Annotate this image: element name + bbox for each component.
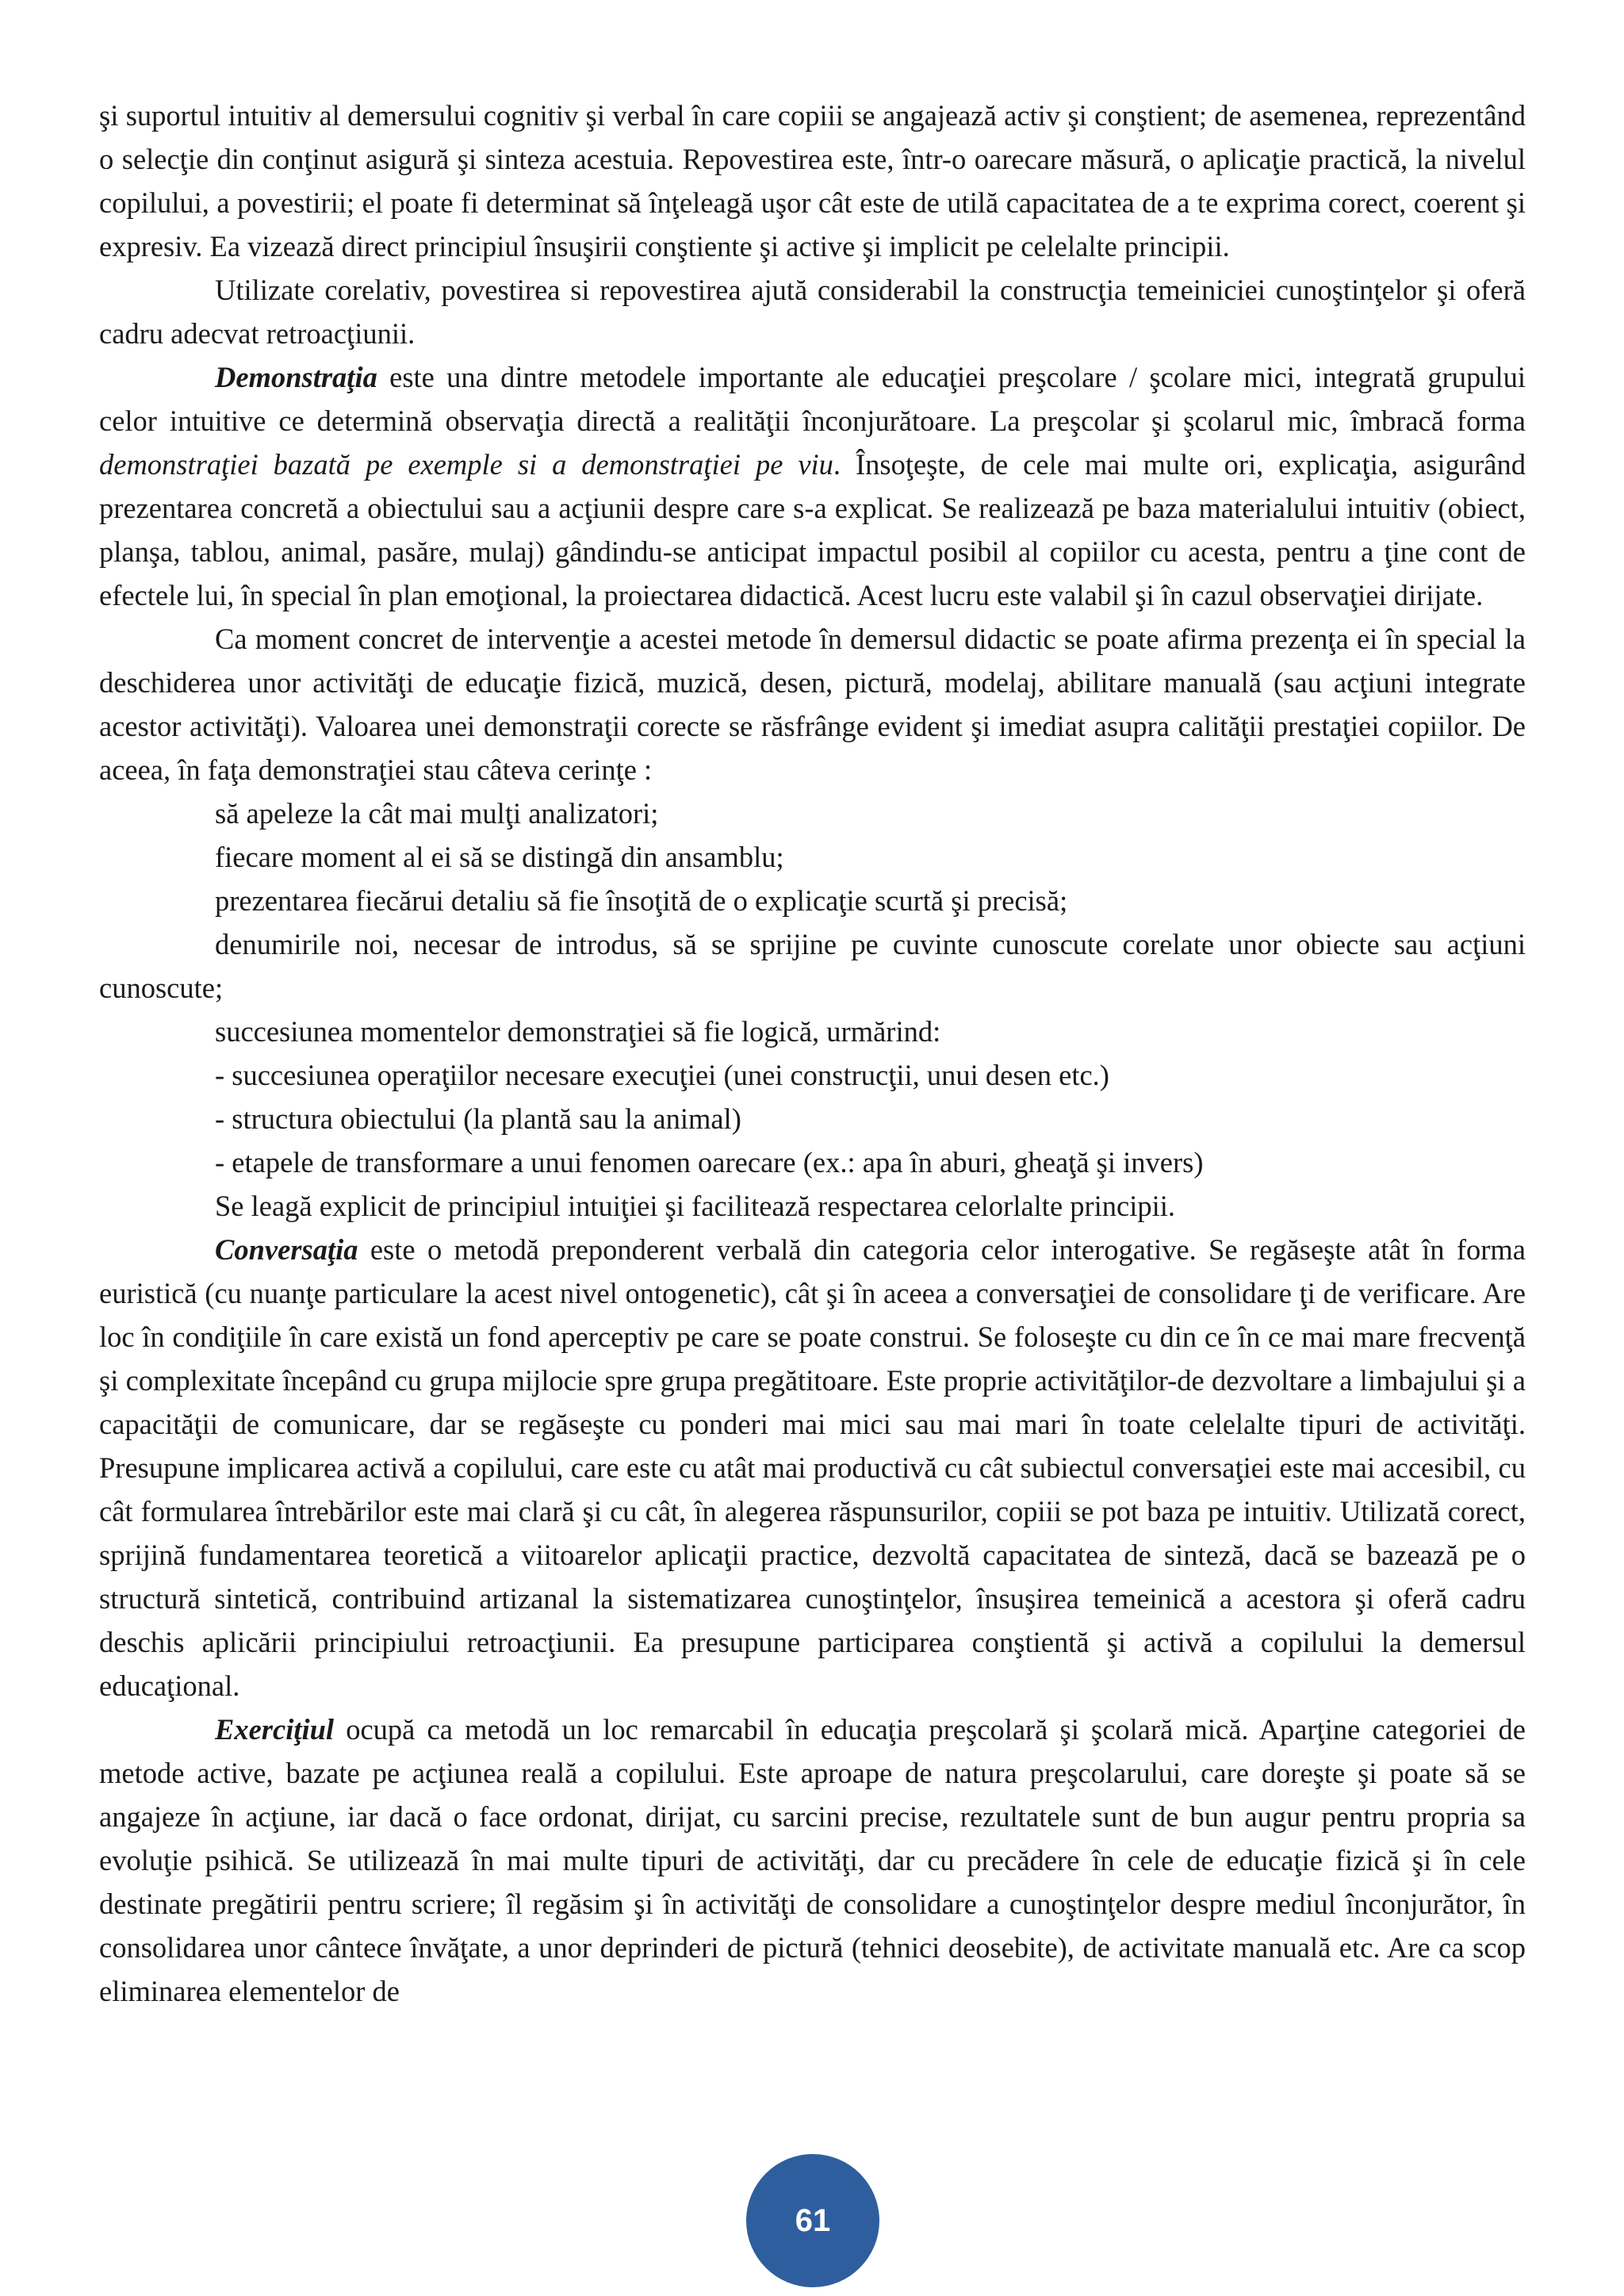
- page-content: [99, 94, 1526, 2013]
- term-exercitiul: Exerciţiul: [215, 1713, 335, 1746]
- list-item: succesiunea momentelor demonstraţiei să fie logică, urmărind:: [215, 1015, 941, 1048]
- page-number-badge: 61: [746, 2154, 879, 2287]
- list-item: denumirile noi, necesar de introdus, să se sprijine pe cuvinte cunoscute corelate unor obiecte sau acţiuni cunoscute;: [99, 928, 1526, 1004]
- list-item: fiecare moment al ei să se distingă din ansamblu;: [215, 841, 784, 873]
- list-item: să apeleze la cât mai mulţi analizatori;: [215, 797, 659, 830]
- term-demonstratia: Demonstraţia: [215, 361, 377, 393]
- list-item: - structura obiectului (la plantă sau la animal): [215, 1102, 741, 1135]
- term-conversatia: Conversaţia: [215, 1233, 358, 1266]
- text-span: este o metodă preponderent verbală din categoria celor interogative. Se regăseşte atât în forma euristică (cu nuanţe particulare la acest nivel ontogenetic), cât şi în aceea a conversaţiei de consolidare ţi de verificare. Are loc în condiţiile în care există un fond aperceptiv pe care se poate construi. Se foloseşte cu din ce în ce mai mare frecvenţă şi complexitate începând cu grupa mijlocie spre grupa pregătitoare. Este proprie activităţilor-de dezvoltare a limbajului şi a capacităţii de comunicare, dar se regăseşte cu ponderi mai mici sau mai mari în toate celelalte tipuri de activităţi. Presupune implicarea activă a copilului, care este cu atât mai productivă cu cât subiectul conversaţiei este mai accesibil, cu cât formularea întrebărilor este mai clară şi cu cât, în alegerea răspunsurilor, copiii se pot baza pe intuitiv. Utilizată corect, sprijină fundamentarea teoretică a viitoarelor aplicaţii practice, dezvoltă capacitatea de sinteză, dacă se bazează pe o structură sintetică, contribuind artizanal la sistematizarea cunoştinţelor, însuşirea temeinică a acestora şi oferă cadru deschis aplicării principiului retroacţiunii. Ea presupune participarea conştientă şi activă a copilului la demersul educaţional.: [99, 1233, 1526, 1702]
- paragraph-intro: şi suportul intuitiv al demersului cognitiv şi verbal în care copiii se angajează activ şi conştient; de asemenea, reprezentând o selecţie din conţinut asigură şi sinteza acestuia. Repovestirea este, într-o oarecare măsură, o aplicaţie practică, la nivelul copilului, a povestirii; el poate fi determinat să înţeleagă uşor cât este de utilă capacitatea de a te exprima corect, coerent şi expresiv. Ea vizează direct principiul însuşirii conştiente şi active şi implicit pe celelalte principii.: [99, 99, 1526, 263]
- text-span: . Însoţeşte, de cele mai multe ori, explicaţia, asigurând prezentarea concretă a obiectului sau a acţiunii despre care s-a explicat. Se realizează pe baza materialului intuitiv (obiect, planşa, tablou, animal, pasăre, mulaj) gândindu-se anticipat impactul posibil al copiilor cu acesta, pentru a ţine cont de efectele lui, în special în plan emoţional, la proiectarea didactică. Acest lucru este valabil şi în cazul observaţiei dirijate.: [99, 448, 1526, 611]
- paragraph-demonstratia: [99, 355, 1526, 617]
- list-item: prezentarea fiecărui detaliu să fie însoţită de o explicaţie scurtă şi precisă;: [215, 884, 1068, 917]
- list-item: - succesiunea operaţiilor necesare execuţiei (unei construcţii, unui desen etc.): [215, 1059, 1109, 1091]
- paragraph-corelativ: Utilizate corelativ, povestirea si repovestirea ajută considerabil la construcţia temeiniciei cunoştinţelor şi oferă cadru adecvat retroacţiunii.: [99, 274, 1526, 350]
- paragraph-conversatia: [99, 1228, 1526, 1708]
- emphasis-text: demonstraţiei bazată pe exemple si a demonstraţiei pe viu: [99, 448, 833, 481]
- paragraph-moment-concret: Ca moment concret de intervenţie a acestei metode în demersul didactic se poate afirma prezenţa ei în special la deschiderea unor activităţi de educaţie fizică, muzică, desen, pictură, modelaj, abilitare manuală (sau acţiuni integrate acestor activităţi). Valoarea unei demonstraţii corecte se răsfrânge evident şi imediat asupra calităţii prestaţiei copiilor. De aceea, în faţa demonstraţiei stau câteva cerinţe :: [99, 623, 1526, 786]
- paragraph-exercitiul: [99, 1708, 1526, 2013]
- list-item: Se leagă explicit de principiul intuiţiei şi facilitează respectarea celorlalte principii.: [215, 1190, 1176, 1222]
- text-span: este una dintre metodele importante ale educaţiei preşcolare / şcolare mici, integrată grupului celor intuitive ce determină observaţia directă a realităţii înconjurătoare. La preşcolar şi şcolarul mic, îmbracă forma: [99, 361, 1526, 437]
- text-span: ocupă ca metodă un loc remarcabil în educaţia preşcolară şi şcolară mică. Aparţine categoriei de metode active, bazate pe acţiunea reală a copilului. Este aproape de natura preşcolarului, care doreşte şi poate să se angajeze în acţiune, iar dacă o face ordonat, dirijat, cu sarcini precise, rezultatele sunt de bun augur pentru propria sa evoluţie psihică. Se utilizează în mai multe tipuri de activităţi, dar cu precădere în cele de educaţie fizică şi în cele destinate pregătirii pentru scriere; îl regăsim şi în activităţi de consolidare a cunoştinţelor despre mediul înconjurător, în consolidarea unor cântece învăţate, a unor deprinderi de pictură (tehnici deosebite), de activitate manuală etc. Are ca scop eliminarea elementelor de: [99, 1713, 1526, 2007]
- list-item: - etapele de transformare a unui fenomen oarecare (ex.: apa în aburi, gheaţă şi invers): [215, 1146, 1204, 1179]
